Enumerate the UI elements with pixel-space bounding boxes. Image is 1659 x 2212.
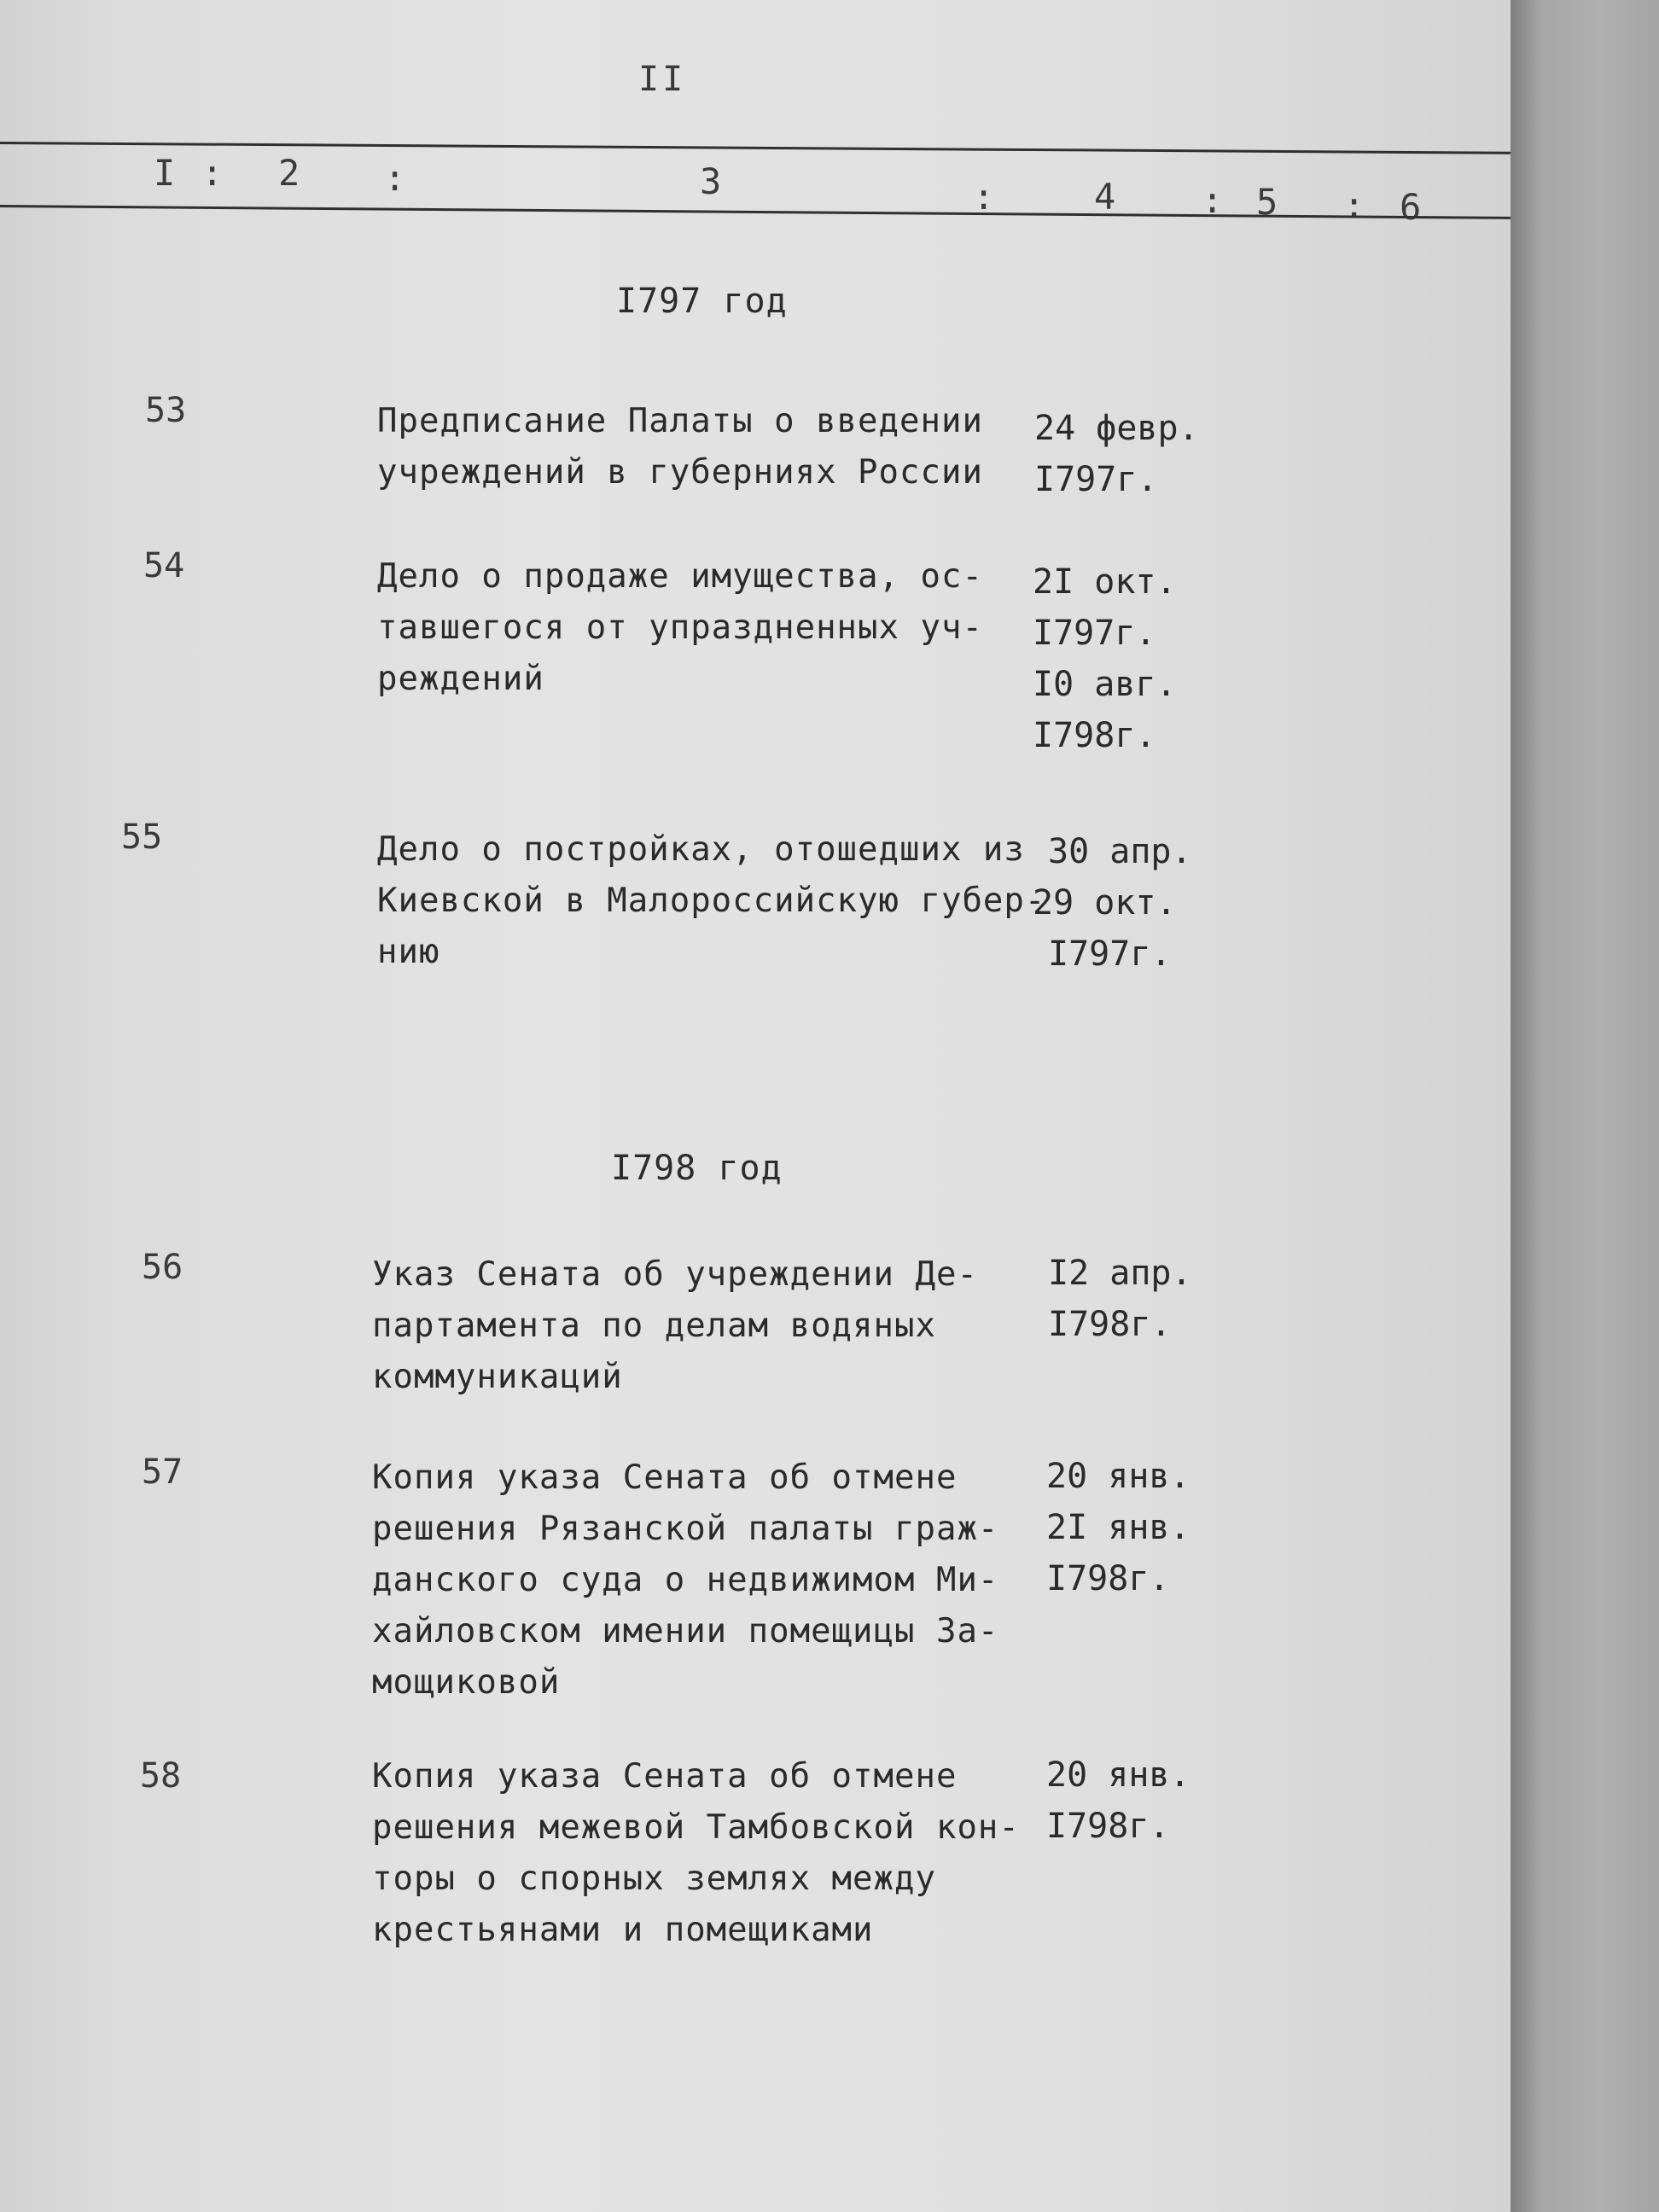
entry-title-line: Копия указа Сената об отмене [372,1757,958,1796]
entry-title-line: крестьянами и помещиками [372,1911,874,1949]
entry-title-line: Дело о продаже имущества, ос- [377,557,983,596]
entry-title [377,824,1046,978]
entry-title-line: Киевской в Малороссийскую губер- [377,882,1046,920]
entry-title-line: нию [377,933,440,971]
column-header-4: 4 [1094,176,1116,218]
binder-edge [1511,0,1659,2212]
year-heading: I798 год [611,1149,783,1188]
page-number: II [638,60,687,99]
entry-title [372,1452,1021,1708]
entry-title-line: Предписание Палаты о введении [377,402,983,440]
entry-date-line: I798г. [1046,1559,1170,1598]
entry-date-line: 20 янв. [1046,1755,1190,1795]
entry-title-line: данского суда о недвижимом Ми- [372,1561,999,1599]
column-header-1: I [154,152,176,194]
entry-date-line: I797г. [1034,460,1158,499]
entry-number: 53 [145,391,187,430]
column-header-6: 6 [1400,186,1422,228]
entry-date-line: 2I янв. [1046,1508,1190,1547]
entry-title [377,551,1026,705]
header-rule-top [0,142,1511,154]
column-header-2: 2 [278,152,300,194]
entry-title-line: мощиковой [372,1663,561,1702]
entry-date-line: 30 апр. [1048,832,1192,871]
column-header-5: 5 [1256,181,1278,223]
entry-date-line: I0 авг. [1033,665,1177,704]
entry-title-line: решения межевой Тамбовской кон- [372,1808,1020,1847]
entry-title-line: решения Рязанской палаты граж- [372,1510,999,1548]
column-separator: : [1343,184,1365,226]
entry-date-line: I798г. [1046,1807,1170,1846]
entry-title-line: хайловском имении помещицы За- [372,1612,999,1650]
entry-date-line: I797г. [1033,614,1156,653]
entry-title-line: торы о спорных землях между [372,1860,936,1898]
entry-title-line: Копия указа Сената об отмене [372,1458,958,1497]
entry-date-line: I797г. [1048,934,1172,974]
entry-date-line: 29 окт. [1033,883,1177,923]
entry-title-line: Указ Сената об учреждении Де- [372,1255,978,1294]
entry-number: 56 [142,1248,183,1287]
entry-date-line: 20 янв. [1046,1457,1190,1496]
entry-title-line: Дело о постройках, отошедших из [377,830,1025,869]
entry-date-line: 2I окт. [1033,562,1177,602]
entry-title [372,1751,1021,1956]
entry-date-line: I798г. [1033,716,1156,755]
entry-number: 57 [142,1452,183,1492]
entry-date-line: 24 февр. [1034,409,1199,448]
column-separator: : [1202,179,1224,221]
entry-title-line: реждений [377,660,544,698]
entry-number: 54 [143,546,185,585]
column-separator: : [384,157,406,199]
entry-dates [1046,1749,1190,1852]
column-separator: : [973,176,995,218]
entry-title-line: учреждений в губерниях России [377,453,983,492]
entry-title [377,396,1026,498]
entry-date-line: I798г. [1048,1305,1172,1344]
entry-number: 55 [121,818,163,857]
entry-dates [1033,826,1192,980]
column-header-3: 3 [700,160,722,202]
entry-dates [1034,403,1199,505]
column-separator: : [201,152,224,194]
entry-dates [1046,1451,1190,1604]
entry-number: 58 [140,1756,182,1796]
entry-title [372,1249,1021,1403]
year-heading: I797 год [616,282,788,321]
entry-dates [1048,1248,1192,1350]
entry-date-line: I2 апр. [1048,1254,1192,1293]
header-rule-bottom [0,205,1511,219]
entry-title-line: коммуникаций [372,1358,623,1396]
entry-title-line: партамента по делам водяных [372,1307,936,1345]
entry-title-line: тавшегося от упраздненных уч- [377,608,983,647]
entry-dates [1033,556,1177,761]
